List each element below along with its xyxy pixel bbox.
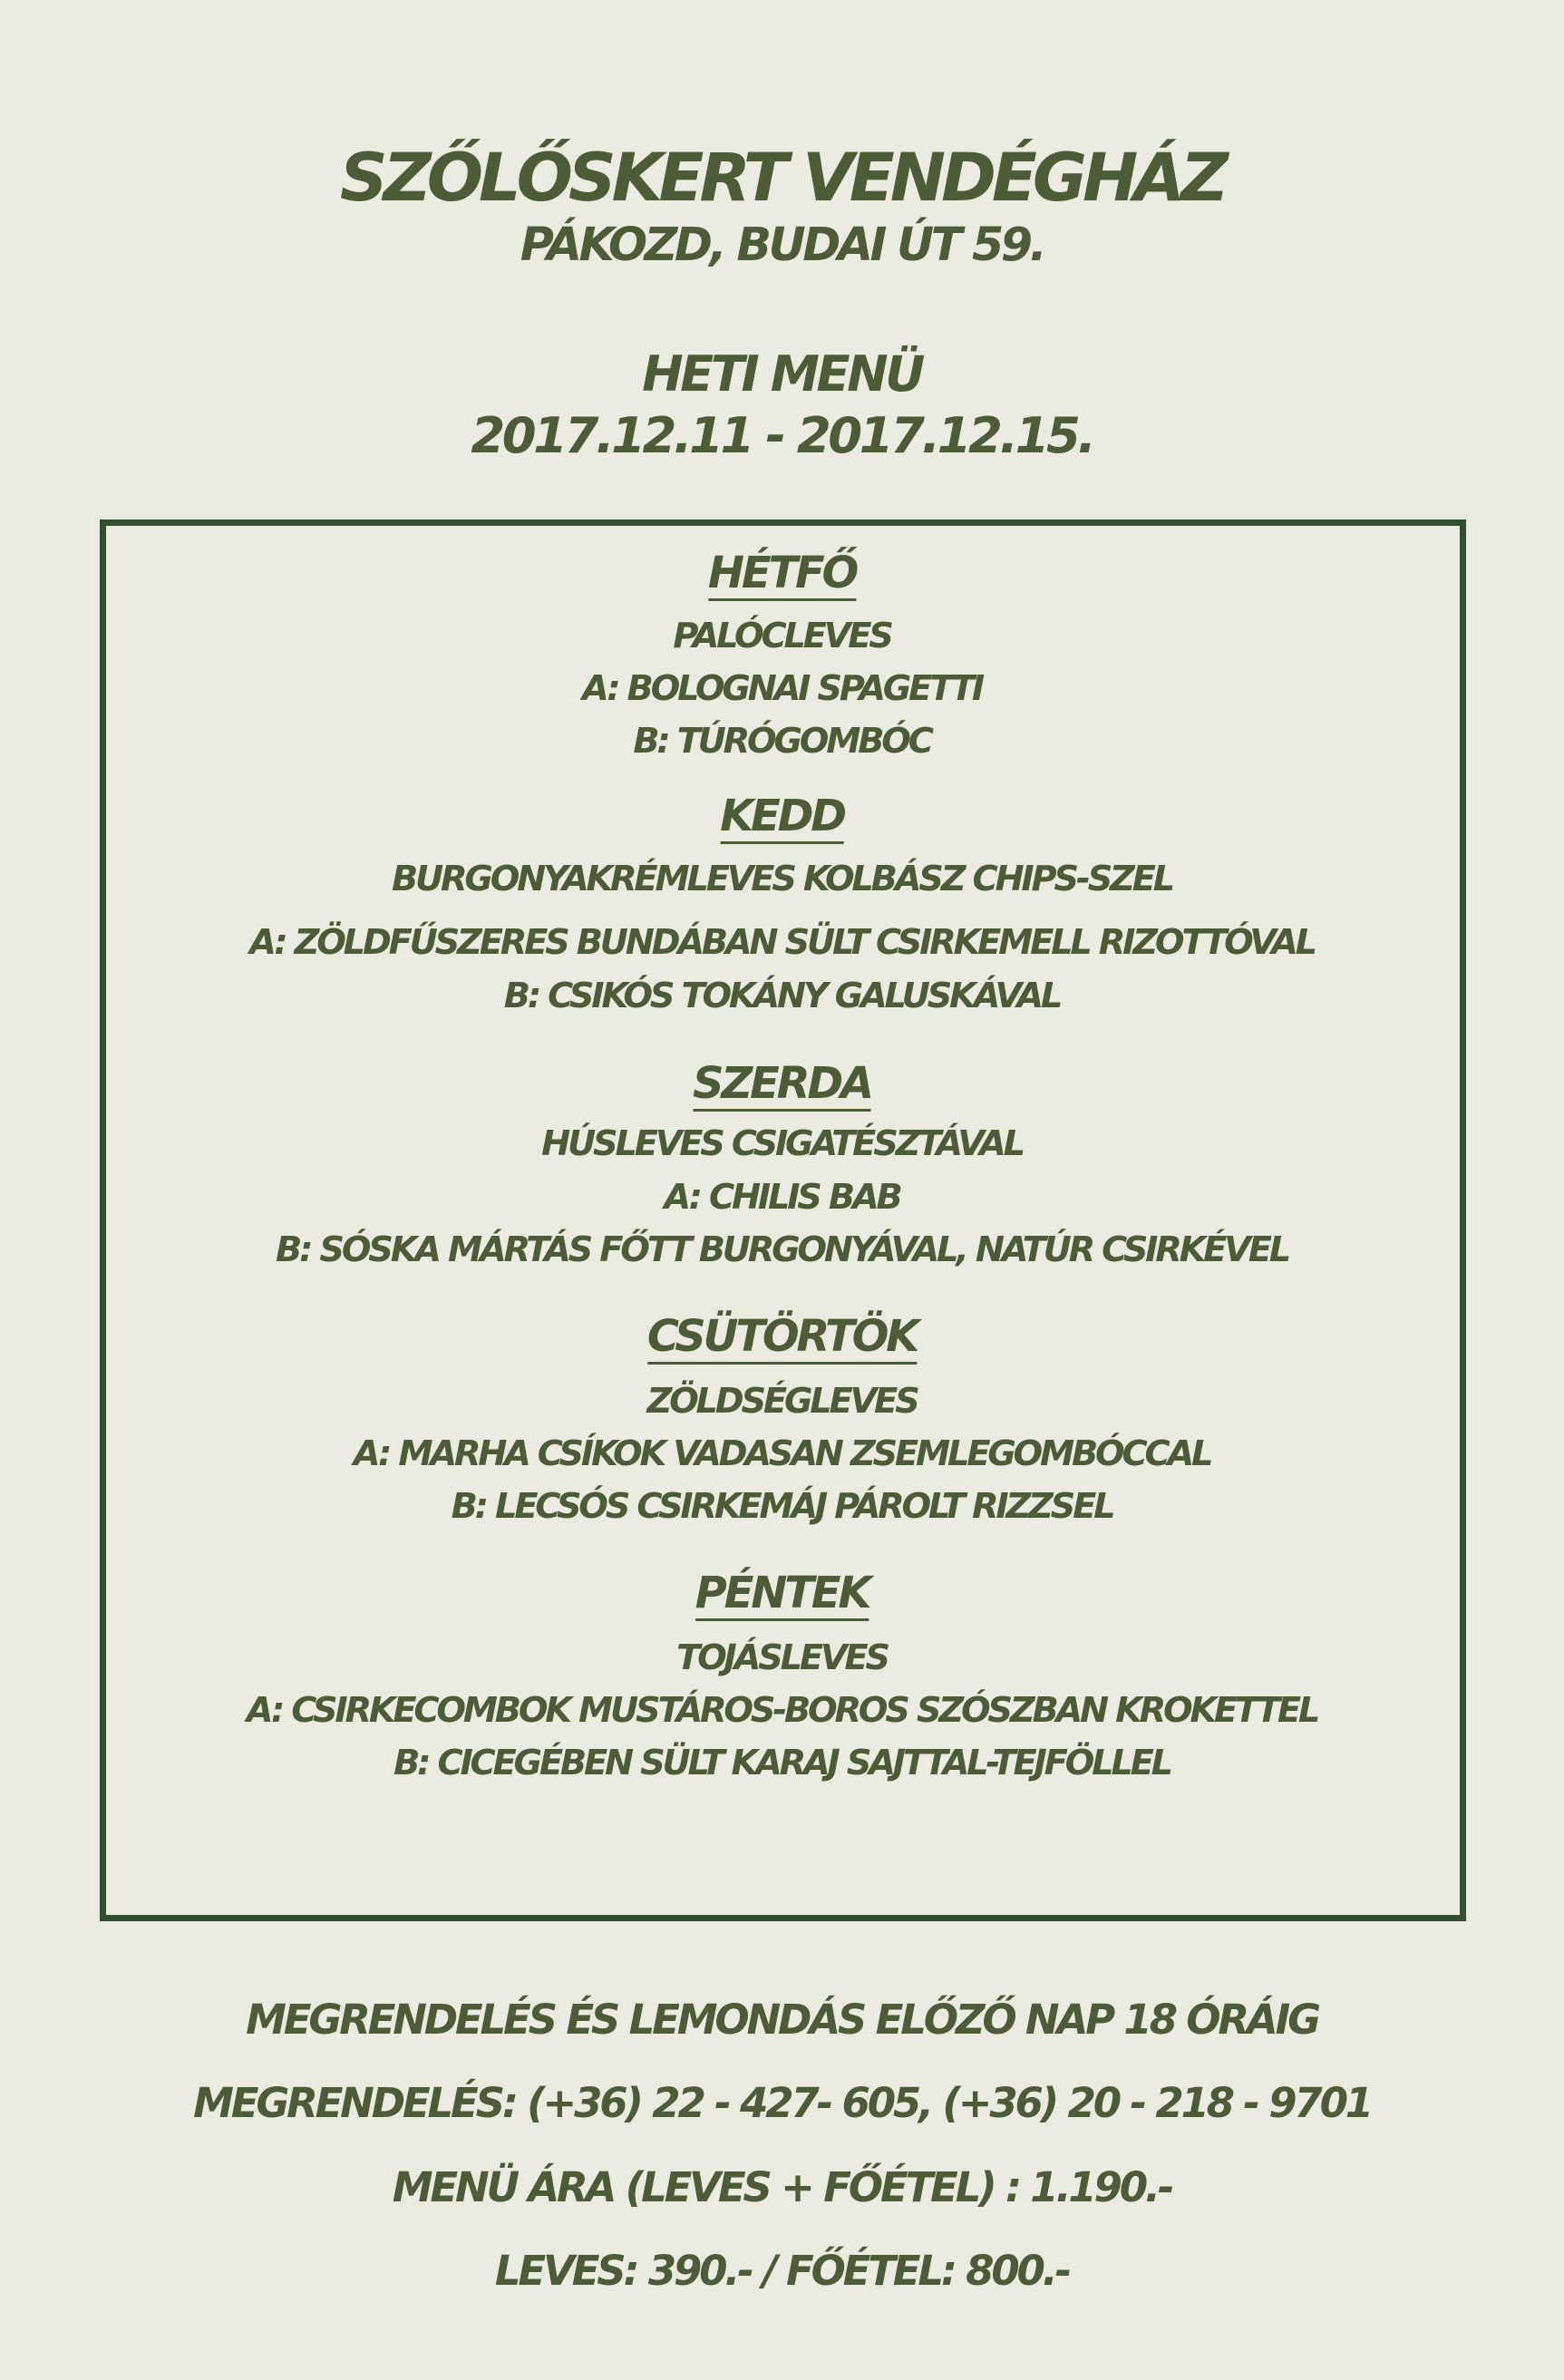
friday-option-b: B: CICEGÉBEN SÜLT KARAJ SAJTTAL-TEJFÖLLEL: [393, 1743, 1171, 1783]
tuesday-soup: BURGONYAKRÉMLEVES KOLBÁSZ CHIPS-SZEL: [392, 859, 1172, 899]
thursday-option-b: B: LECSÓS CSIRKEMÁJ PÁROLT RIZZSEL: [451, 1486, 1113, 1527]
friday-soup: TOJÁSLEVES: [676, 1637, 888, 1678]
day-heading-thursday: CSÜTÖRTÖK: [647, 1315, 917, 1365]
order-phones: MEGRENDELÉS: (+36) 22 - 427- 605, (+36) 20 - 218 - 9701: [193, 2079, 1371, 2127]
wednesday-soup: HÚSLEVES CSIGATÉSZTÁVAL: [541, 1123, 1023, 1164]
menu-title: HETI MENÜ: [642, 345, 922, 403]
thursday-option-a: A: MARHA CSÍKOK VADASAN ZSEMLEGOMBÓCCAL: [353, 1433, 1211, 1474]
day-heading-friday: PÉNTEK: [695, 1571, 869, 1621]
single-prices: LEVES: 390.- / FŐÉTEL: 800.-: [494, 2247, 1070, 2295]
order-deadline: MEGRENDELÉS ÉS LEMONDÁS ELŐZŐ NAP 18 ÓRÁIG: [246, 1996, 1318, 2044]
menu-price: MENÜ ÁRA (LEVES + FŐÉTEL) : 1.190.-: [392, 2163, 1172, 2211]
monday-soup: PALÓCLEVES: [673, 616, 891, 656]
day-heading-tuesday: KEDD: [720, 794, 844, 844]
date-range: 2017.12.11 - 2017.12.15.: [471, 406, 1093, 464]
day-heading-monday: HÉTFŐ: [708, 551, 856, 601]
monday-option-b: B: TÚRÓGOMBÓC: [633, 721, 931, 762]
tuesday-option-a: A: ZÖLDFŰSZERES BUNDÁBAN SÜLT CSIRKEMELL RIZOTTÓVAL: [249, 922, 1315, 963]
friday-option-a: A: CSIRKECOMBOK MUSTÁROS-BOROS SZÓSZBAN KROKETTEL: [246, 1690, 1318, 1731]
wednesday-option-b: B: SÓSKA MÁRTÁS FŐTT BURGONYÁVAL, NATÚR CSIRKÉVEL: [276, 1229, 1288, 1270]
day-heading-wednesday: SZERDA: [693, 1062, 871, 1112]
wednesday-option-a: A: CHILIS BAB: [664, 1177, 900, 1218]
monday-option-a: A: BOLOGNAI SPAGETTI: [581, 668, 983, 709]
tuesday-option-b: B: CSIKÓS TOKÁNY GALUSKÁVAL: [503, 976, 1061, 1016]
restaurant-name: SZŐLŐSKERT VENDÉGHÁZ: [339, 140, 1225, 217]
restaurant-address: PÁKOZD, BUDAI ÚT 59.: [520, 218, 1044, 271]
thursday-soup: ZÖLDSÉGLEVES: [646, 1381, 918, 1422]
